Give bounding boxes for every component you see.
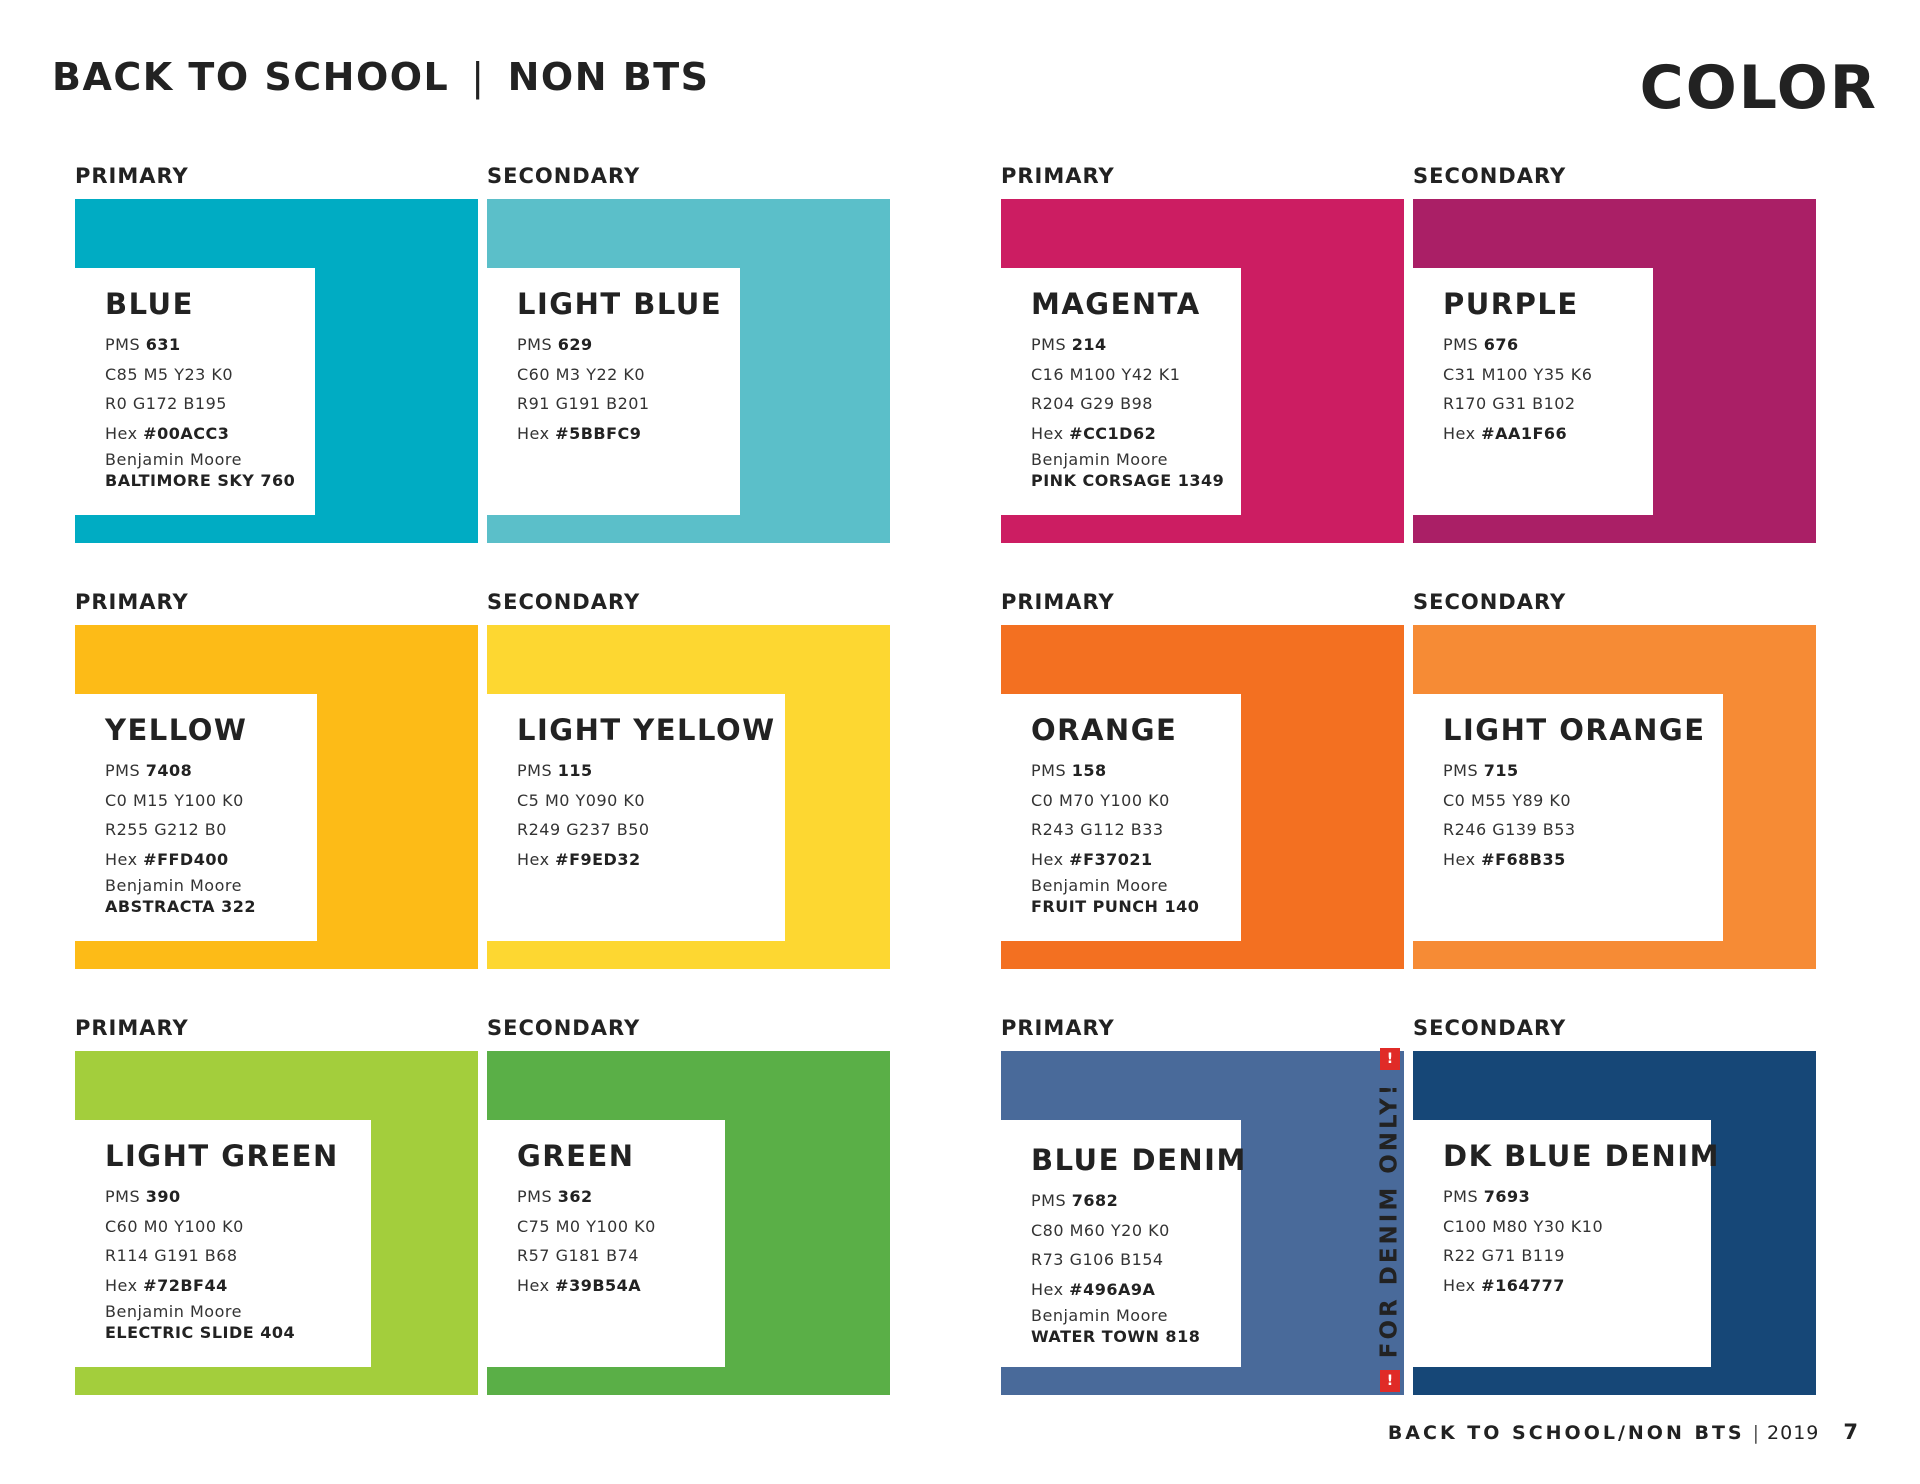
hex-value: #5BBFC9 bbox=[555, 423, 642, 443]
paint-name: ELECTRIC SLIDE 404 bbox=[105, 1323, 296, 1342]
rgb-value: R249 G237 B50 bbox=[517, 820, 650, 839]
footer-separator: | bbox=[1752, 1422, 1760, 1444]
hex-value: #496A9A bbox=[1069, 1279, 1156, 1299]
primary-label: PRIMARY bbox=[75, 1016, 189, 1040]
pms-value: 7693 bbox=[1483, 1187, 1531, 1206]
paint-name: PINK CORSAGE 1349 bbox=[1031, 471, 1225, 490]
pms-value: 390 bbox=[145, 1187, 181, 1206]
hex-line: Hex #5BBFC9 bbox=[517, 423, 642, 443]
hex-line: Hex #00ACC3 bbox=[105, 423, 230, 443]
pms-line: PMS 7408 bbox=[105, 761, 193, 780]
paint-brand: Benjamin Moore bbox=[1031, 450, 1168, 469]
cmyk-value: C31 M100 Y35 K6 bbox=[1443, 364, 1593, 384]
pms-line: PMS 629 bbox=[517, 335, 593, 354]
pms-line: PMS 115 bbox=[517, 761, 593, 780]
hex-line: Hex #F37021 bbox=[1031, 849, 1153, 869]
swatch-light-green bbox=[75, 1051, 478, 1395]
hex-line: Hex #39B54A bbox=[517, 1275, 642, 1295]
color-name: YELLOW bbox=[105, 713, 248, 747]
pms-line: PMS 715 bbox=[1443, 761, 1519, 780]
color-name: LIGHT GREEN bbox=[105, 1139, 339, 1173]
cmyk-value: C85 M5 Y23 K0 bbox=[105, 364, 234, 384]
swatch-card bbox=[1413, 1120, 1720, 1367]
secondary-label: SECONDARY bbox=[487, 164, 641, 188]
section-title: COLOR bbox=[1639, 53, 1878, 123]
swatch-green bbox=[487, 1051, 890, 1395]
color-name: DK BLUE DENIM bbox=[1443, 1139, 1720, 1173]
footer-title: BACK TO SCHOOL/NON BTS bbox=[1387, 1422, 1745, 1444]
rgb-value: R73 G106 B154 bbox=[1031, 1250, 1164, 1269]
color-name: LIGHT YELLOW bbox=[517, 713, 776, 747]
swatch-card bbox=[75, 268, 315, 515]
swatch-light-yellow bbox=[487, 625, 890, 969]
pms-value: 7682 bbox=[1071, 1191, 1119, 1210]
rgb-value: R204 G29 B98 bbox=[1031, 394, 1153, 413]
secondary-label: SECONDARY bbox=[1413, 164, 1567, 188]
pms-line: PMS 214 bbox=[1031, 335, 1107, 354]
hex-value: #72BF44 bbox=[143, 1275, 228, 1295]
color-name: MAGENTA bbox=[1031, 287, 1201, 321]
swatch-orange bbox=[1001, 625, 1404, 969]
hex-line: Hex #164777 bbox=[1443, 1275, 1565, 1295]
swatch-card bbox=[75, 694, 317, 941]
color-name: ORANGE bbox=[1031, 713, 1178, 747]
swatch-blue bbox=[75, 199, 478, 543]
paint-name: WATER TOWN 818 bbox=[1031, 1327, 1201, 1346]
rgb-value: R243 G112 B33 bbox=[1031, 820, 1164, 839]
color-name: GREEN bbox=[517, 1139, 635, 1173]
pms-line: PMS 631 bbox=[105, 335, 181, 354]
primary-label: PRIMARY bbox=[75, 590, 189, 614]
rgb-value: R255 G212 B0 bbox=[105, 820, 227, 839]
paint-name: ABSTRACTA 322 bbox=[105, 897, 256, 916]
swatch-yellow bbox=[75, 625, 478, 969]
pms-line: PMS 362 bbox=[517, 1187, 593, 1206]
paint-name: FRUIT PUNCH 140 bbox=[1031, 897, 1200, 916]
swatch-blue-denim bbox=[1001, 1051, 1404, 1395]
primary-label: PRIMARY bbox=[1001, 590, 1115, 614]
hex-line: Hex #496A9A bbox=[1031, 1279, 1156, 1299]
hex-value: #AA1F66 bbox=[1481, 423, 1568, 443]
cmyk-value: C16 M100 Y42 K1 bbox=[1031, 364, 1181, 384]
color-name: LIGHT ORANGE bbox=[1443, 713, 1706, 747]
cmyk-value: C0 M55 Y89 K0 bbox=[1443, 790, 1572, 810]
warning-icon-top: ! bbox=[1380, 1048, 1400, 1070]
swatch-card bbox=[1413, 268, 1653, 515]
color-name: BLUE DENIM bbox=[1031, 1143, 1247, 1177]
cmyk-value: C0 M15 Y100 K0 bbox=[105, 790, 244, 810]
rgb-value: R0 G172 B195 bbox=[105, 394, 227, 413]
rgb-value: R22 G71 B119 bbox=[1443, 1246, 1565, 1265]
secondary-label: SECONDARY bbox=[1413, 1016, 1567, 1040]
paint-brand: Benjamin Moore bbox=[1031, 1306, 1168, 1325]
pms-line: PMS 158 bbox=[1031, 761, 1107, 780]
cmyk-value: C80 M60 Y20 K0 bbox=[1031, 1220, 1170, 1240]
pms-value: 715 bbox=[1483, 761, 1519, 780]
cmyk-value: C75 M0 Y100 K0 bbox=[517, 1216, 656, 1236]
swatch-purple bbox=[1413, 199, 1816, 543]
pms-line: PMS 7682 bbox=[1031, 1191, 1119, 1210]
secondary-label: SECONDARY bbox=[487, 1016, 641, 1040]
cmyk-value: C60 M3 Y22 K0 bbox=[517, 364, 646, 384]
swatch-card bbox=[487, 268, 740, 515]
swatch-card bbox=[1413, 694, 1723, 941]
page-number: 7 bbox=[1843, 1420, 1858, 1444]
hex-value: #FFD400 bbox=[143, 849, 229, 869]
swatch-card bbox=[487, 694, 785, 941]
hex-value: #CC1D62 bbox=[1069, 423, 1157, 443]
pms-value: 7408 bbox=[145, 761, 193, 780]
swatch-dk-blue-denim bbox=[1413, 1051, 1816, 1395]
pms-value: 676 bbox=[1483, 335, 1519, 354]
primary-label: PRIMARY bbox=[1001, 1016, 1115, 1040]
pms-value: 362 bbox=[557, 1187, 593, 1206]
denim-only-note: FOR DENIM ONLY! bbox=[1376, 1081, 1403, 1359]
hex-value: #00ACC3 bbox=[143, 423, 230, 443]
secondary-label: SECONDARY bbox=[1413, 590, 1567, 614]
pms-value: 629 bbox=[557, 335, 593, 354]
paint-brand: Benjamin Moore bbox=[105, 876, 242, 895]
paint-brand: Benjamin Moore bbox=[1031, 876, 1168, 895]
rgb-value: R246 G139 B53 bbox=[1443, 820, 1576, 839]
hex-line: Hex #F68B35 bbox=[1443, 849, 1566, 869]
color-name: BLUE bbox=[105, 287, 194, 321]
hex-line: Hex #F9ED32 bbox=[517, 849, 641, 869]
pms-value: 214 bbox=[1071, 335, 1107, 354]
color-name: LIGHT BLUE bbox=[517, 287, 723, 321]
hex-line: Hex #CC1D62 bbox=[1031, 423, 1157, 443]
pms-value: 631 bbox=[145, 335, 181, 354]
cmyk-value: C60 M0 Y100 K0 bbox=[105, 1216, 244, 1236]
hex-value: #F37021 bbox=[1069, 849, 1153, 869]
hex-value: #F68B35 bbox=[1481, 849, 1566, 869]
pms-value: 158 bbox=[1071, 761, 1107, 780]
cmyk-value: C0 M70 Y100 K0 bbox=[1031, 790, 1170, 810]
pms-line: PMS 390 bbox=[105, 1187, 181, 1206]
warning-icon-bottom: ! bbox=[1380, 1370, 1400, 1392]
rgb-value: R170 G31 B102 bbox=[1443, 394, 1576, 413]
secondary-label: SECONDARY bbox=[487, 590, 641, 614]
color-name: PURPLE bbox=[1443, 287, 1579, 321]
paint-name: BALTIMORE SKY 760 bbox=[105, 471, 296, 490]
title-separator: | bbox=[471, 55, 486, 99]
swatch-card bbox=[1001, 1120, 1247, 1367]
rgb-value: R91 G191 B201 bbox=[517, 394, 650, 413]
swatch-card bbox=[487, 1120, 725, 1367]
pms-value: 115 bbox=[557, 761, 593, 780]
hex-value: #39B54A bbox=[555, 1275, 642, 1295]
rgb-value: R114 G191 B68 bbox=[105, 1246, 238, 1265]
paint-brand: Benjamin Moore bbox=[105, 1302, 242, 1321]
swatch-card bbox=[1001, 268, 1241, 515]
hex-value: #164777 bbox=[1481, 1275, 1565, 1295]
rgb-value: R57 G181 B74 bbox=[517, 1246, 639, 1265]
hex-line: Hex #AA1F66 bbox=[1443, 423, 1568, 443]
primary-label: PRIMARY bbox=[75, 164, 189, 188]
swatch-card bbox=[1001, 694, 1241, 941]
cmyk-value: C5 M0 Y090 K0 bbox=[517, 790, 646, 810]
hex-value: #F9ED32 bbox=[555, 849, 641, 869]
swatch-light-blue bbox=[487, 199, 890, 543]
title-part-non-bts: NON BTS bbox=[507, 55, 710, 99]
hex-line: Hex #72BF44 bbox=[105, 1275, 228, 1295]
footer-year: 2019 bbox=[1767, 1422, 1820, 1444]
page-title bbox=[52, 55, 710, 99]
pms-line: PMS 7693 bbox=[1443, 1187, 1531, 1206]
swatch-card bbox=[75, 1120, 371, 1367]
pms-line: PMS 676 bbox=[1443, 335, 1519, 354]
swatch-magenta bbox=[1001, 199, 1404, 543]
page-footer bbox=[1388, 1422, 1858, 1443]
cmyk-value: C100 M80 Y30 K10 bbox=[1443, 1216, 1604, 1236]
hex-line: Hex #FFD400 bbox=[105, 849, 229, 869]
primary-label: PRIMARY bbox=[1001, 164, 1115, 188]
swatch-light-orange bbox=[1413, 625, 1816, 969]
title-part-bts: BACK TO SCHOOL bbox=[52, 55, 450, 99]
paint-brand: Benjamin Moore bbox=[105, 450, 242, 469]
